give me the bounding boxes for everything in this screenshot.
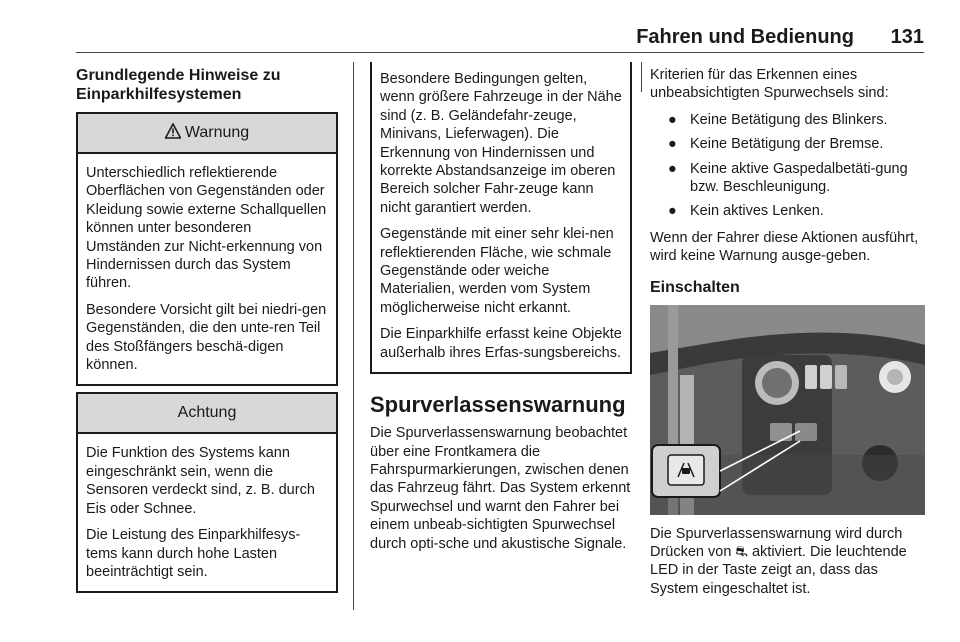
list-item: ● Kein aktives Lenken.: [668, 203, 824, 220]
warning-box-header: [78, 114, 336, 154]
bullet-icon: ●: [668, 136, 677, 153]
callout-paragraph-3: Die Einparkhilfe erfasst keine Objekte außerhalb ihres Erfas-sungsbereichs.: [380, 326, 622, 361]
bullet-icon: ●: [668, 203, 677, 220]
caution-title: Achtung: [177, 404, 237, 422]
warning-title: Warnung: [184, 124, 250, 141]
list-item: ● Keine Betätigung des Blinkers.: [668, 111, 888, 128]
running-title: Fahren und Bedienung: [636, 26, 854, 48]
page-header: [76, 22, 924, 53]
right-column: [650, 66, 925, 606]
section-intro: Die Spurverlassenswarnung beobachtet über eine Frontkamera die Fahrspurmarkierungen, zwischen denen das Fahrzeug fährt. Das System erkennt Spurwechsel und warnt den Fahrer bei einem unbeab-sichtigten Spurwechsel durch opti-sche und akustische Signale.: [370, 425, 631, 552]
middle-column: [370, 62, 632, 561]
parking-aid-heading: Grundlegende Hinweise zu Einparkhilfesystemen: [76, 67, 281, 103]
caution-box: [76, 392, 338, 593]
activation-heading: Einschalten: [650, 278, 740, 296]
section-title: Spurverlassenswarnung: [370, 392, 626, 418]
lane-departure-button-photo: [650, 305, 925, 515]
column-divider-1: [353, 62, 354, 610]
warning-paragraph-2: Besondere Vorsicht gilt bei niedri-gen Gegenständen, die den unte-ren Teil des Stoßfängers beschä-digen können.: [86, 301, 327, 374]
activation-text: Die Spurverlassenswarnung wird durch Drücken von ⛐ aktiviert. Die leuchtende LED in der Taste zeigt an, dass das System eingeschaltet ist.: [650, 525, 907, 597]
left-column: [76, 66, 338, 599]
caution-continued-box: [370, 62, 632, 374]
list-item: ● Keine Betätigung der Bremse.: [668, 136, 884, 153]
caution-box-header: [78, 394, 336, 434]
callout-paragraph-2: Gegenstände mit einer sehr klei-nen reflektierenden Fläche, wie schmale Gegenstände oder weiche Materialien, werden vom System möglicherweise nicht erkannt.: [380, 226, 614, 316]
caution-paragraph-1: Die Funktion des Systems kann eingeschränkt sein, wenn die Sensoren verdeckt sind, z. B. durch Eis oder Schnee.: [86, 445, 315, 517]
column-divider-2: [641, 62, 642, 92]
page-number: 131: [890, 26, 924, 48]
bullet-icon: ●: [668, 160, 677, 177]
warning-paragraph-1: Unterschiedlich reflektierende Oberflächen von Gegenständen oder Kleidung sowie externe Schallquellen können unter besonderen Umständen zur Nicht-erkennung von Hindernissen durch das System führen.: [86, 165, 327, 292]
bullet-icon: ●: [668, 111, 677, 128]
warning-box: [76, 112, 338, 386]
list-item: ● Keine aktive Gaspedalbetäti-gung bzw. Beschleunigung.: [668, 160, 908, 196]
criteria-list: [650, 111, 925, 221]
warning-icon: [165, 123, 181, 144]
criteria-intro: Kriterien für das Erkennen eines unbeabsichtigten Spurwechsels sind:: [650, 67, 889, 102]
callout-paragraph-1: Besondere Bedingungen gelten, wenn größere Fahrzeuge in der Nähe sind (z. B. Geländefahr-zeuge, Minivans, Lieferwagen). Die Erkennung von Hindernissen und korrekte Abstandsanzeige im oberen Bereich solcher Fahr-zeuge kann nicht garantiert werden.: [380, 71, 622, 216]
caution-paragraph-2: Die Leistung des Einparkhilfesys-tems kann durch hohe Lasten beeinträchtigt sein.: [86, 527, 301, 580]
after-list-text: Wenn der Fahrer diese Aktionen ausführt, wird keine Warnung ausge-geben.: [650, 229, 919, 265]
